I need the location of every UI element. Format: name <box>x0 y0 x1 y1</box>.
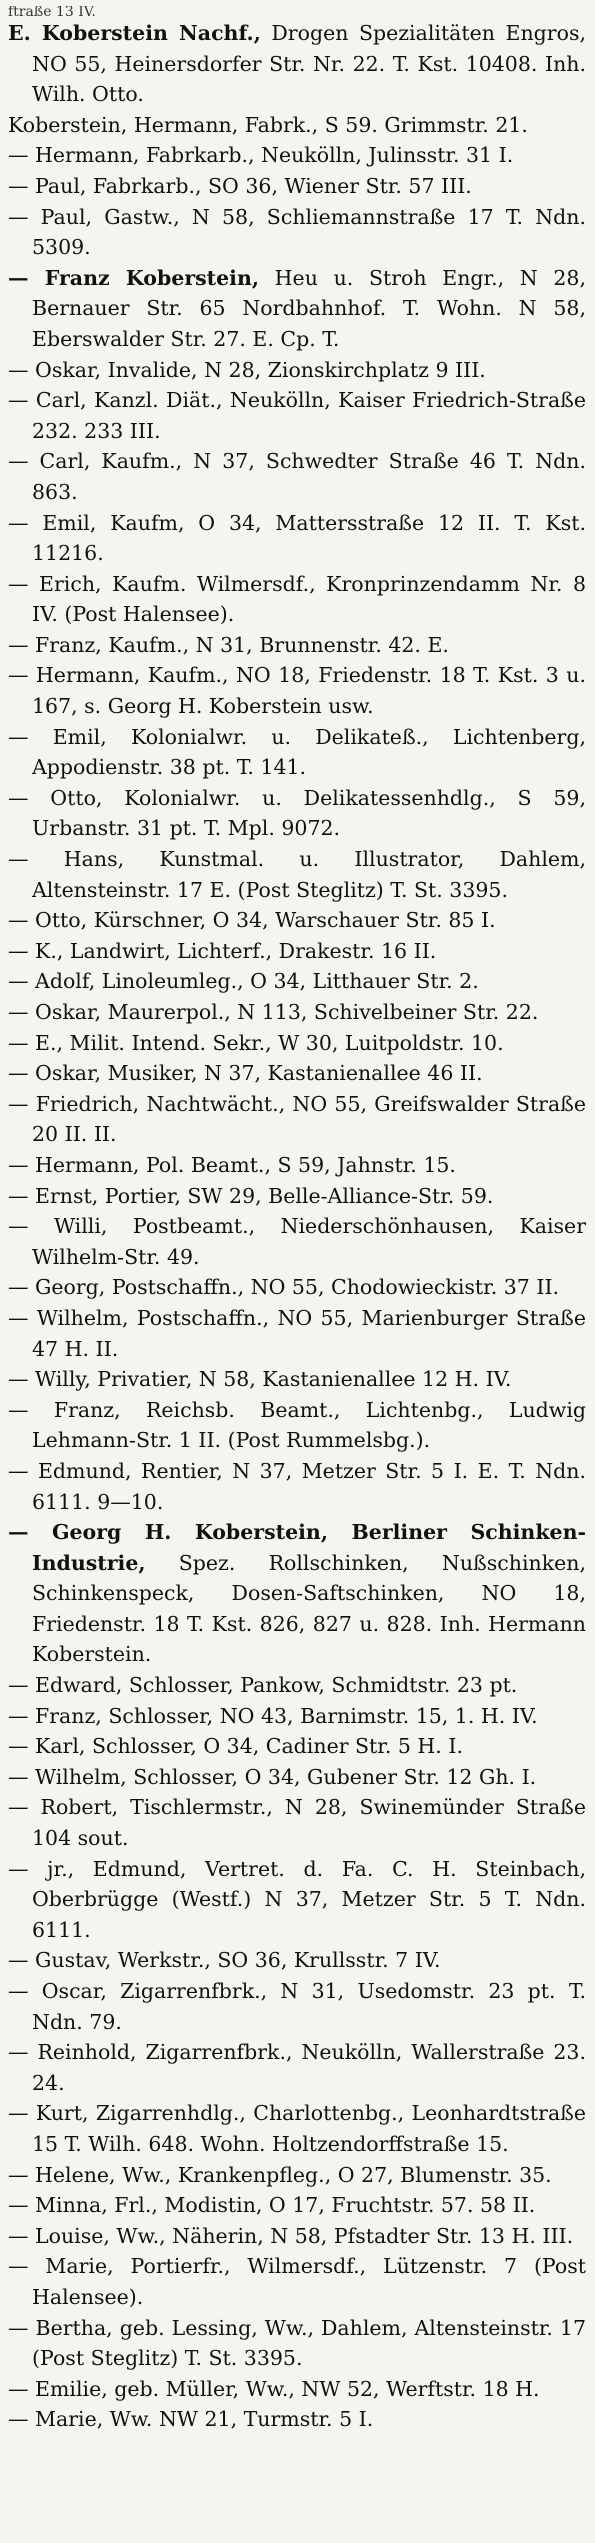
entry-name: — Helene, <box>8 2162 116 2187</box>
entry-details: Edmund, Vertret. d. Fa. C. H. Steinbach, Oberbrügge (Westf.) N 37, Metzer Str. 5 T. Ndn. 6111. <box>32 1856 587 1942</box>
directory-entry <box>8 1731 586 1762</box>
directory-entry <box>8 1456 586 1517</box>
directory-entries <box>8 18 586 2435</box>
directory-entry <box>8 140 586 171</box>
entry-details: geb. Müller, Ww., NW 52, Werftstr. 18 H. <box>107 2376 540 2401</box>
entry-details: Schlosser, O 34, Gubener Str. 12 Gh. I. <box>126 1764 537 1789</box>
entry-details: Drogen Spezialitäten Engros, NO 55, Heinersdorfer Str. Nr. 22. T. Kst. 10408. Inh. Wilh. Otto. <box>32 21 586 107</box>
directory-entry <box>8 1976 586 2037</box>
directory-entry <box>8 997 586 1028</box>
directory-entry <box>8 110 586 141</box>
entry-details: Kaufm., N 37, Schwedter Straße 46 T. Ndn. 863. <box>32 449 587 504</box>
entry-details: Schlosser, O 34, Cadiner Str. 5 H. I. <box>85 1734 463 1759</box>
directory-entry <box>8 936 586 967</box>
entry-name: — Friedrich, <box>8 1091 140 1116</box>
entry-details: Kaufm., N 31, Brunnenstr. 42. E. <box>101 632 449 657</box>
entry-details: Gastw., N 58, Schliemannstraße 17 T. Ndn. 5309. <box>32 204 586 260</box>
entry-name: — Oskar, <box>8 357 102 382</box>
directory-entry <box>8 171 586 202</box>
directory-entry <box>8 263 586 355</box>
entry-details: Linoleumleg., O 34, Litthauer Str. 2. <box>95 969 479 994</box>
entry-name: — Adolf, <box>8 969 96 994</box>
entry-details: Fabrk., S 59. Grimmstr. 21. <box>238 112 528 137</box>
entry-details: Zigarrenhdlg., Charlottenbg., Leonhardtstraße 15 T. Wilh. 648. Wohn. Holtzendorffstraße 15. <box>32 2101 586 2156</box>
entry-name: — Franz, <box>8 1703 102 1728</box>
entry-name: — Louise, <box>8 2223 110 2248</box>
entry-details: Heu u. Stroh Engr., N 28, Bernauer Str. 65 Nordbahnhof. T. Wohn. N 58, Eberswalder Str. 27. E. Cp. T. <box>32 265 586 351</box>
entry-name: — Carl, <box>8 388 87 413</box>
entry-details: Zigarrenfbrk., Neukölln, Wallerstraße 23. 24. <box>32 2040 586 2095</box>
directory-entry <box>8 2374 586 2405</box>
entry-details: Werkstr., SO 36, Krullsstr. 7 IV. <box>111 1948 441 1973</box>
entry-name: — Marie, <box>8 2254 114 2279</box>
directory-entry <box>8 1089 586 1150</box>
entry-name: — Franz, <box>8 1397 121 1422</box>
entry-name: — Willi, <box>8 1214 108 1239</box>
entry-name: — Georg, <box>8 1275 106 1300</box>
directory-entry <box>8 1272 586 1303</box>
directory-entry <box>8 1701 586 1732</box>
directory-entry <box>8 1303 586 1364</box>
entry-name: — Hans, <box>8 847 125 872</box>
directory-entry <box>8 1670 586 1701</box>
directory-entry <box>8 783 586 844</box>
entry-name: — Carl, <box>8 449 91 474</box>
directory-entry <box>8 1792 586 1853</box>
entry-details: Maurerpol., N 113, Schivelbeiner Str. 22. <box>101 1000 539 1024</box>
entry-details: Landwirt, Lichterf., Drakestr. 16 II. <box>63 938 437 963</box>
entry-name: — Minna, <box>8 2193 108 2218</box>
directory-entry <box>8 1364 586 1395</box>
entry-details: Rentier, N 37, Metzer Str. 5 I. E. T. Ndn. 6111. 9—10. <box>32 1458 587 1514</box>
entry-details: Ww., Näherin, N 58, Pfstadter Str. 13 H. III. <box>109 2223 574 2248</box>
entry-details: geb. Lessing, Ww., Dahlem, Altensteinstr. 17 (Post Steglitz) T. St. 3395. <box>32 2315 586 2371</box>
directory-entry <box>8 2160 586 2191</box>
directory-entry <box>8 1762 586 1793</box>
entry-name: — Paul, <box>8 204 93 229</box>
entry-details: Musiker, N 37, Kastanienallee 46 II. <box>101 1061 483 1086</box>
entry-details: Spez. Rollschinken, Nußschinken, Schinkenspeck, Dosen-Saftschinken, NO 18, Friedenstr. 18 T. Kst. 826, 827 u. 828. Inh. Hermann Koberstein. <box>32 1550 586 1667</box>
entry-name: — Oskar, <box>8 1061 102 1086</box>
directory-page <box>8 6 586 2435</box>
entry-name: — Otto, <box>8 908 88 933</box>
entry-details: Kürschner, O 34, Warschauer Str. 85 I. <box>87 908 496 933</box>
entry-details: Kanzl. Diät., Neukölln, Kaiser Friedrich-Straße 232. 233 III. <box>32 388 587 443</box>
directory-entry <box>8 1517 586 1670</box>
entry-name: — Ernst, <box>8 1183 99 1208</box>
entry-name: — Emilie, <box>8 2376 108 2401</box>
entry-details: Nachtwächt., NO 55, Greifswalder Straße 20 II. II. <box>32 1091 586 1147</box>
directory-entry <box>8 2190 586 2221</box>
entry-details: Schlosser, Pankow, Schmidtstr. 23 pt. <box>122 1673 518 1698</box>
entry-details: Fabrkarb., Neukölln, Julinsstr. 31 I. <box>139 143 514 168</box>
entry-name: — Hermann, <box>8 143 140 168</box>
entry-details: Postschaffn., NO 55, Chodowieckistr. 37 II. <box>105 1275 560 1300</box>
directory-entry <box>8 966 586 997</box>
entry-name: — Marie, <box>8 2407 104 2432</box>
entry-name: — Emil, <box>8 510 97 535</box>
entry-details: Kaufm., NO 18, Friedenstr. 18 T. Kst. 3 u. 167, s. Georg H. Koberstein usw. <box>32 663 586 719</box>
directory-entry <box>8 630 586 661</box>
directory-entry <box>8 446 586 507</box>
directory-entry <box>8 1028 586 1059</box>
entry-details: Frl., Modistin, O 17, Fruchtstr. 57. 58 II. <box>107 2193 536 2218</box>
entry-details: Milit. Intend. Sekr., W 30, Luitpoldstr. 10. <box>63 1030 504 1055</box>
entry-details: Pol. Beamt., S 59, Jahnstr. 15. <box>139 1152 456 1177</box>
entry-details: Kolonialwr. u. Delikateß., Lichtenberg, Appodienstr. 38 pt. T. 141. <box>32 724 586 780</box>
directory-entry <box>8 2221 586 2252</box>
entry-details: Kaufm. Wilmersdf., Kronprinzendamm Nr. 8 IV. (Post Halensee). <box>32 571 586 627</box>
entry-details: Portier, SW 29, Belle-Alliance-Str. 59. <box>98 1183 494 1208</box>
directory-entry <box>8 1058 586 1089</box>
entry-name: — Reinhold, <box>8 2040 137 2065</box>
entry-name: — Franz Koberstein, <box>8 265 260 290</box>
entry-details: Kaufm, O 34, Mattersstraße 12 II. T. Kst. 11216. <box>32 510 586 566</box>
directory-entry <box>8 1181 586 1212</box>
entry-name: — Bertha, <box>8 2315 113 2340</box>
entry-details: Postschaffn., NO 55, Marienburger Straße 47 H. II. <box>32 1305 586 1361</box>
entry-name: — Edmund, <box>8 1458 132 1483</box>
entry-details: Privatier, N 58, Kastanienallee 12 H. IV. <box>90 1367 512 1392</box>
entry-name: — Edward, <box>8 1673 123 1698</box>
entry-details: Kolonialwr. u. Delikatessenhdlg., S 59, Urbanstr. 31 pt. T. Mpl. 9072. <box>32 785 586 841</box>
directory-entry <box>8 905 586 936</box>
cut-off-top-line: ftraße 13 IV. <box>8 6 96 18</box>
directory-entry <box>8 385 586 446</box>
entry-name: — Hermann, <box>8 1152 140 1177</box>
directory-entry <box>8 2313 586 2374</box>
entry-details: Fabrkarb., SO 36, Wiener Str. 57 III. <box>86 173 472 198</box>
entry-name: — Robert, <box>8 1795 119 1820</box>
directory-entry <box>8 569 586 630</box>
directory-entry <box>8 508 586 569</box>
entry-name: E. Koberstein Nachf., <box>8 21 261 45</box>
entry-details: Ww. NW 21, Turmstr. 5 I. <box>103 2407 374 2432</box>
entry-name: — Oskar, <box>8 1000 102 1024</box>
directory-entry <box>8 18 586 110</box>
entry-details: Tischlermstr., N 28, Swinemünder Straße 104 sout. <box>32 1795 586 1851</box>
entry-name: — Karl, <box>8 1734 86 1759</box>
entry-name: — Wilhelm, <box>8 1305 129 1330</box>
entry-name: Koberstein, Hermann, <box>8 112 239 137</box>
directory-entry <box>8 844 586 905</box>
directory-entry <box>8 202 586 263</box>
entry-name: — Paul, <box>8 173 87 198</box>
directory-entry <box>8 2037 586 2098</box>
directory-entry <box>8 660 586 721</box>
entry-details: Reichsb. Beamt., Lichtenbg., Ludwig Lehmann-Str. 1 II. (Post Rummelsbg.). <box>32 1397 586 1453</box>
entry-name: — Emil, <box>8 724 107 749</box>
directory-entry <box>8 1395 586 1456</box>
entry-name: — jr., <box>8 1856 75 1881</box>
entry-details: Schlosser, NO 43, Barnimstr. 15, 1. H. IV. <box>101 1703 538 1728</box>
entry-name: — Erich, <box>8 571 102 596</box>
entry-details: Postbeamt., Niederschönhausen, Kaiser Wilhelm-Str. 49. <box>32 1214 586 1269</box>
directory-entry <box>8 2404 586 2435</box>
entry-details: Kunstmal. u. Illustrator, Dahlem, Altensteinstr. 17 E. (Post Steglitz) T. St. 3395. <box>32 847 586 902</box>
entry-name: — Hermann, <box>8 663 141 688</box>
entry-name: — Otto, <box>8 785 103 810</box>
directory-entry <box>8 1150 586 1181</box>
entry-details: Portierfr., Wilmersdf., Lützenstr. 7 (Post Halensee). <box>32 2254 586 2309</box>
entry-name: — Franz, <box>8 632 102 657</box>
entry-details: Ww., Krankenpfleg., O 27, Blumenstr. 35. <box>115 2162 552 2187</box>
directory-entry <box>8 2251 586 2312</box>
entry-name: — Kurt, <box>8 2101 89 2126</box>
entry-details: Invalide, N 28, Zionskirchplatz 9 III. <box>101 357 486 382</box>
entry-name: — Wilhelm, <box>8 1764 127 1789</box>
directory-entry <box>8 1211 586 1272</box>
directory-entry <box>8 1854 586 1946</box>
directory-entry <box>8 1945 586 1976</box>
entry-name: — Oscar, <box>8 1979 107 2003</box>
directory-entry <box>8 2098 586 2159</box>
entry-name: — K., <box>8 938 64 963</box>
entry-name: — Gustav, <box>8 1948 112 1973</box>
entry-details: Zigarrenfbrk., N 31, Usedomstr. 23 pt. T. Ndn. 79. <box>32 1979 586 2034</box>
directory-entry <box>8 722 586 783</box>
directory-entry <box>8 355 586 386</box>
entry-name: — E., <box>8 1030 64 1055</box>
entry-name: — Georg H. Koberstein, Berliner Schinken-Industrie, <box>8 1520 586 1575</box>
entry-name: — Willy, <box>8 1367 91 1392</box>
